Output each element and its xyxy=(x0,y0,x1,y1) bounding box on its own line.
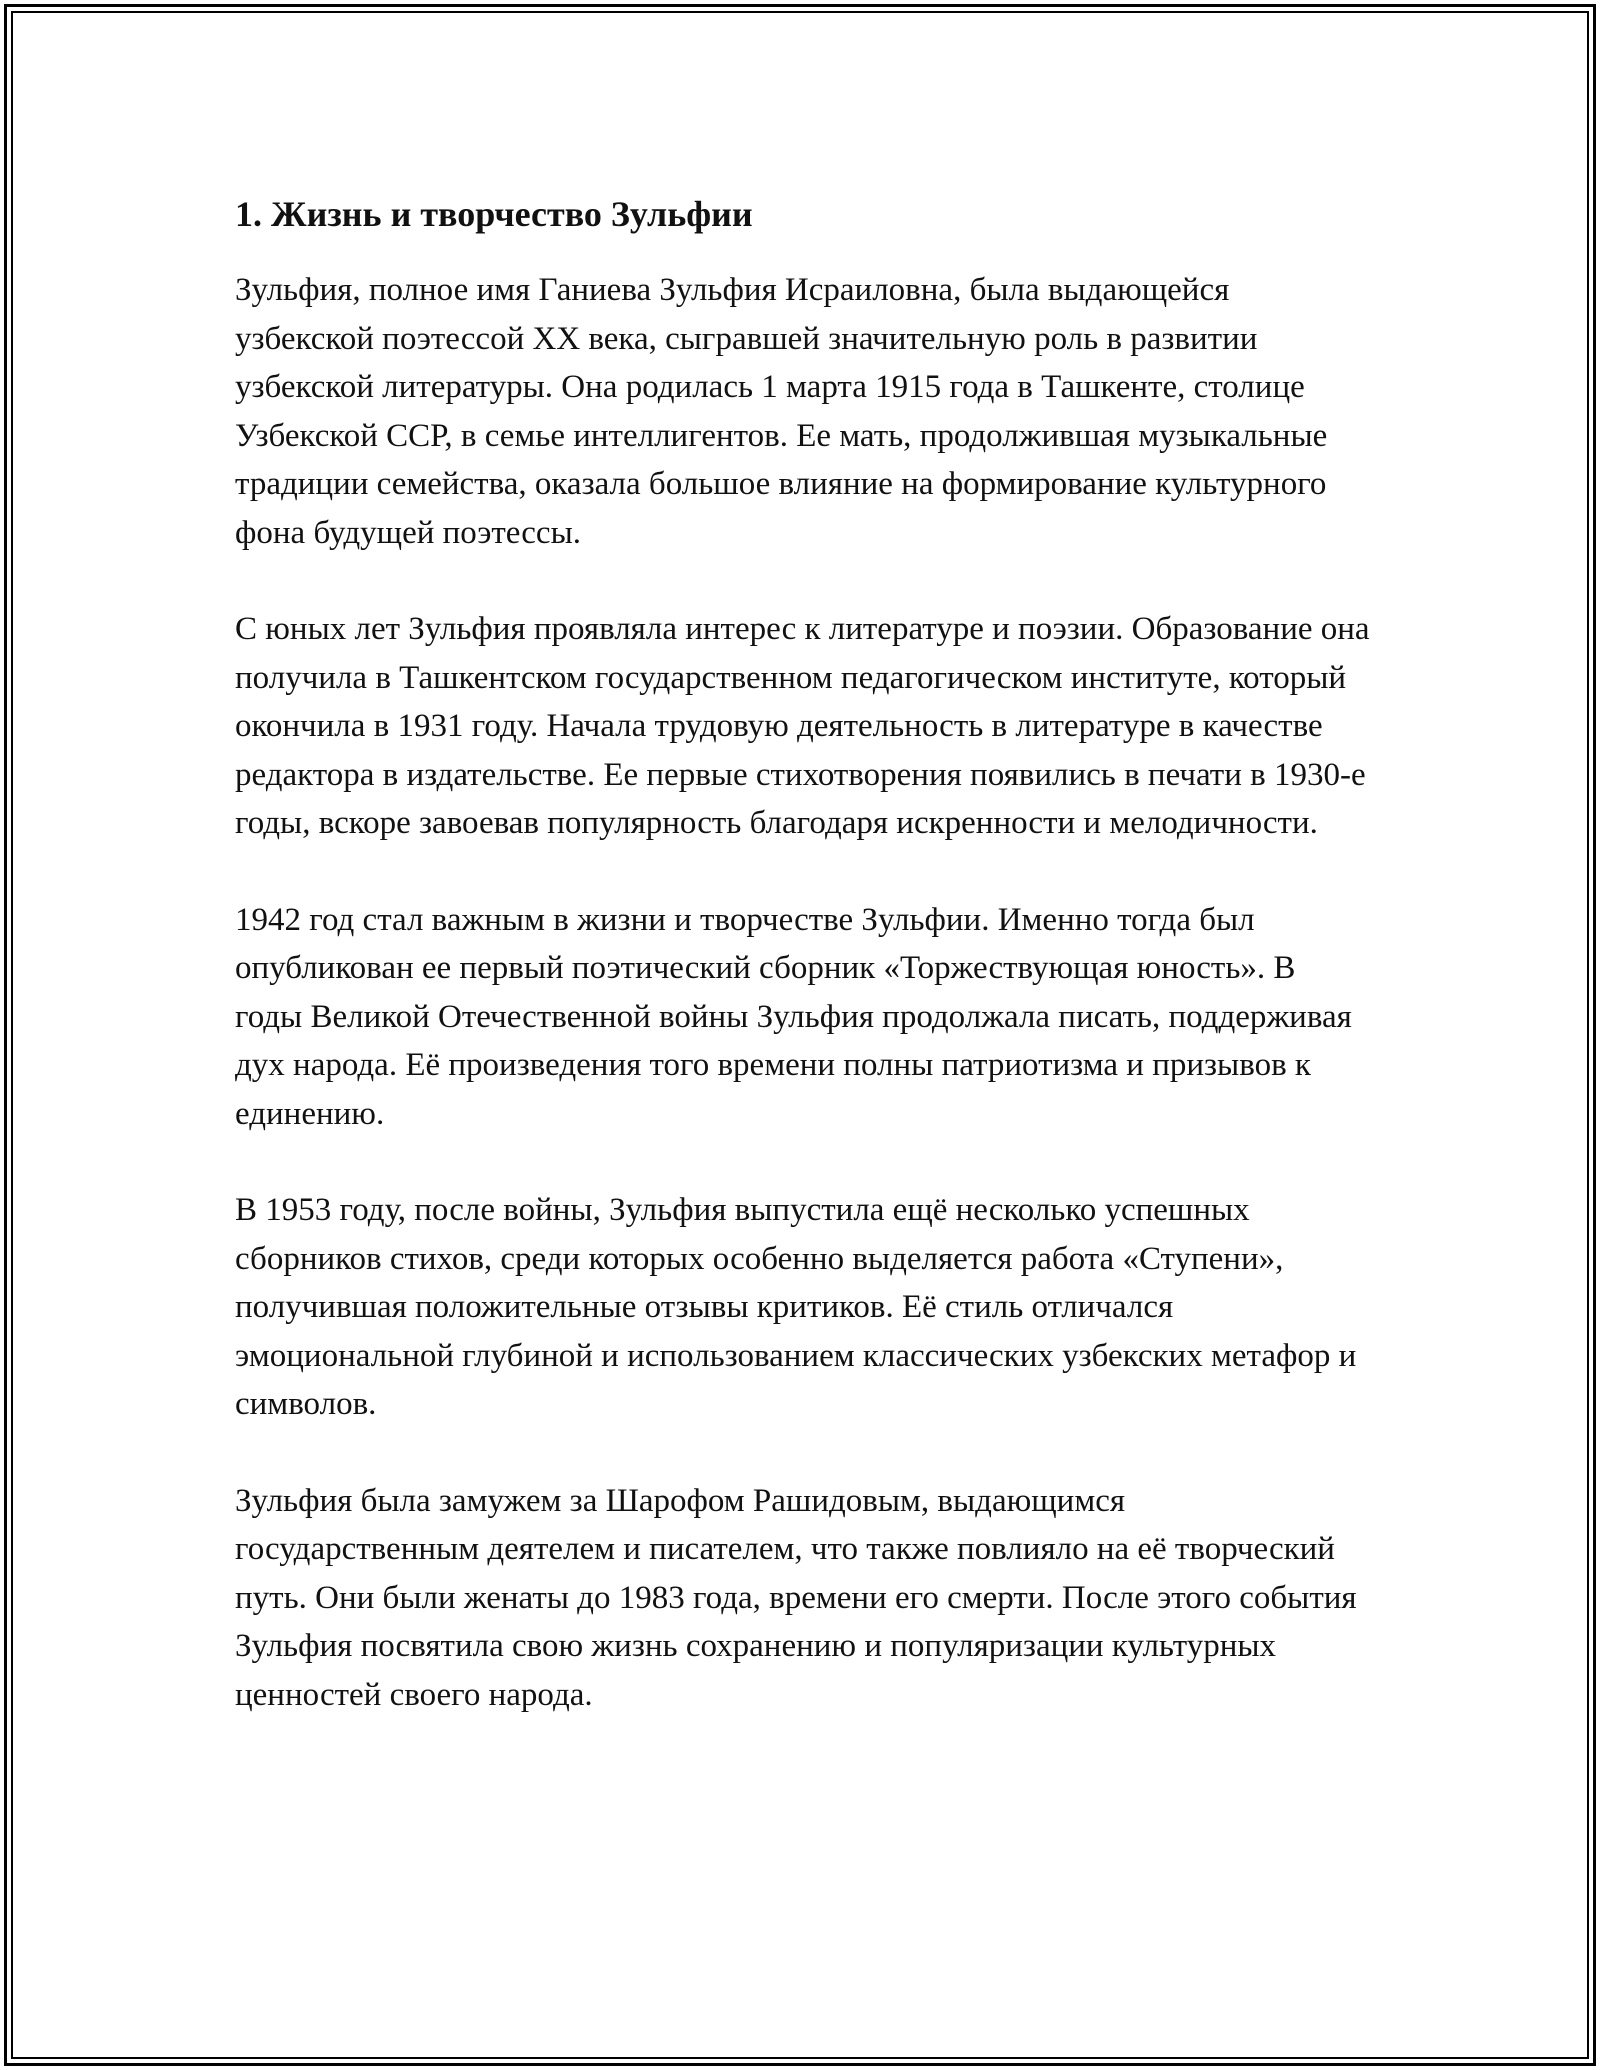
paragraph-1: Зульфия, полное имя Ганиева Зульфия Исраиловна, была выдающейся узбекской поэтессой XX века, сыгравшей значительную роль в развитии узбекской литературы. Она родилась 1 марта 1915 года в Ташкенте, столице Узбекской ССР, в семье интеллигентов. Ее мать, продолжившая музыкальные традиции семейства, оказала большое влияние на формирование культурного фона будущей поэтессы. xyxy=(235,272,1328,551)
paragraph-4: В 1953 году, после войны, Зульфия выпустила ещё несколько успешных сборников стихов, среди которых особенно выделяется работа «Ступени», получившая положительные отзывы критиков. Её стиль отличался эмоциональной глубиной и использованием классических узбекских метафор и символов. xyxy=(235,1192,1357,1422)
section-heading: 1. Жизнь и творчество Зульфии xyxy=(235,194,753,234)
paragraph-5: Зульфия была замужем за Шарофом Рашидовым, выдающимся государственным деятелем и писателем, что также повлияло на её творческий путь. Они были женаты до 1983 года, времени его смерти. После этого события Зульфия посвятила свою жизнь сохранению и популяризации культурных ценностей своего народа. xyxy=(235,1482,1357,1713)
paragraph-3: 1942 год стал важным в жизни и творчестве Зульфии. Именно тогда был опубликован ее первый поэтический сборник «Торжествующая юность». В годы Великой Отечественной войны Зульфия продолжала писать, поддерживая дух народа. Её произведения того времени полны патриотизма и призывов к единению. xyxy=(235,901,1352,1132)
document-body xyxy=(235,180,1370,1719)
paragraph-2: С юных лет Зульфия проявляла интерес к литературе и поэзии. Образование она получила в Ташкентском государственном педагогическом институте, который окончила в 1931 году. Начала трудовую деятельность в литературе в качестве редактора в издательстве. Ее первые стихотворения появились в печати в 1930-е годы, вскоре завоевав популярность благодаря искренности и мелодичности. xyxy=(235,611,1370,841)
